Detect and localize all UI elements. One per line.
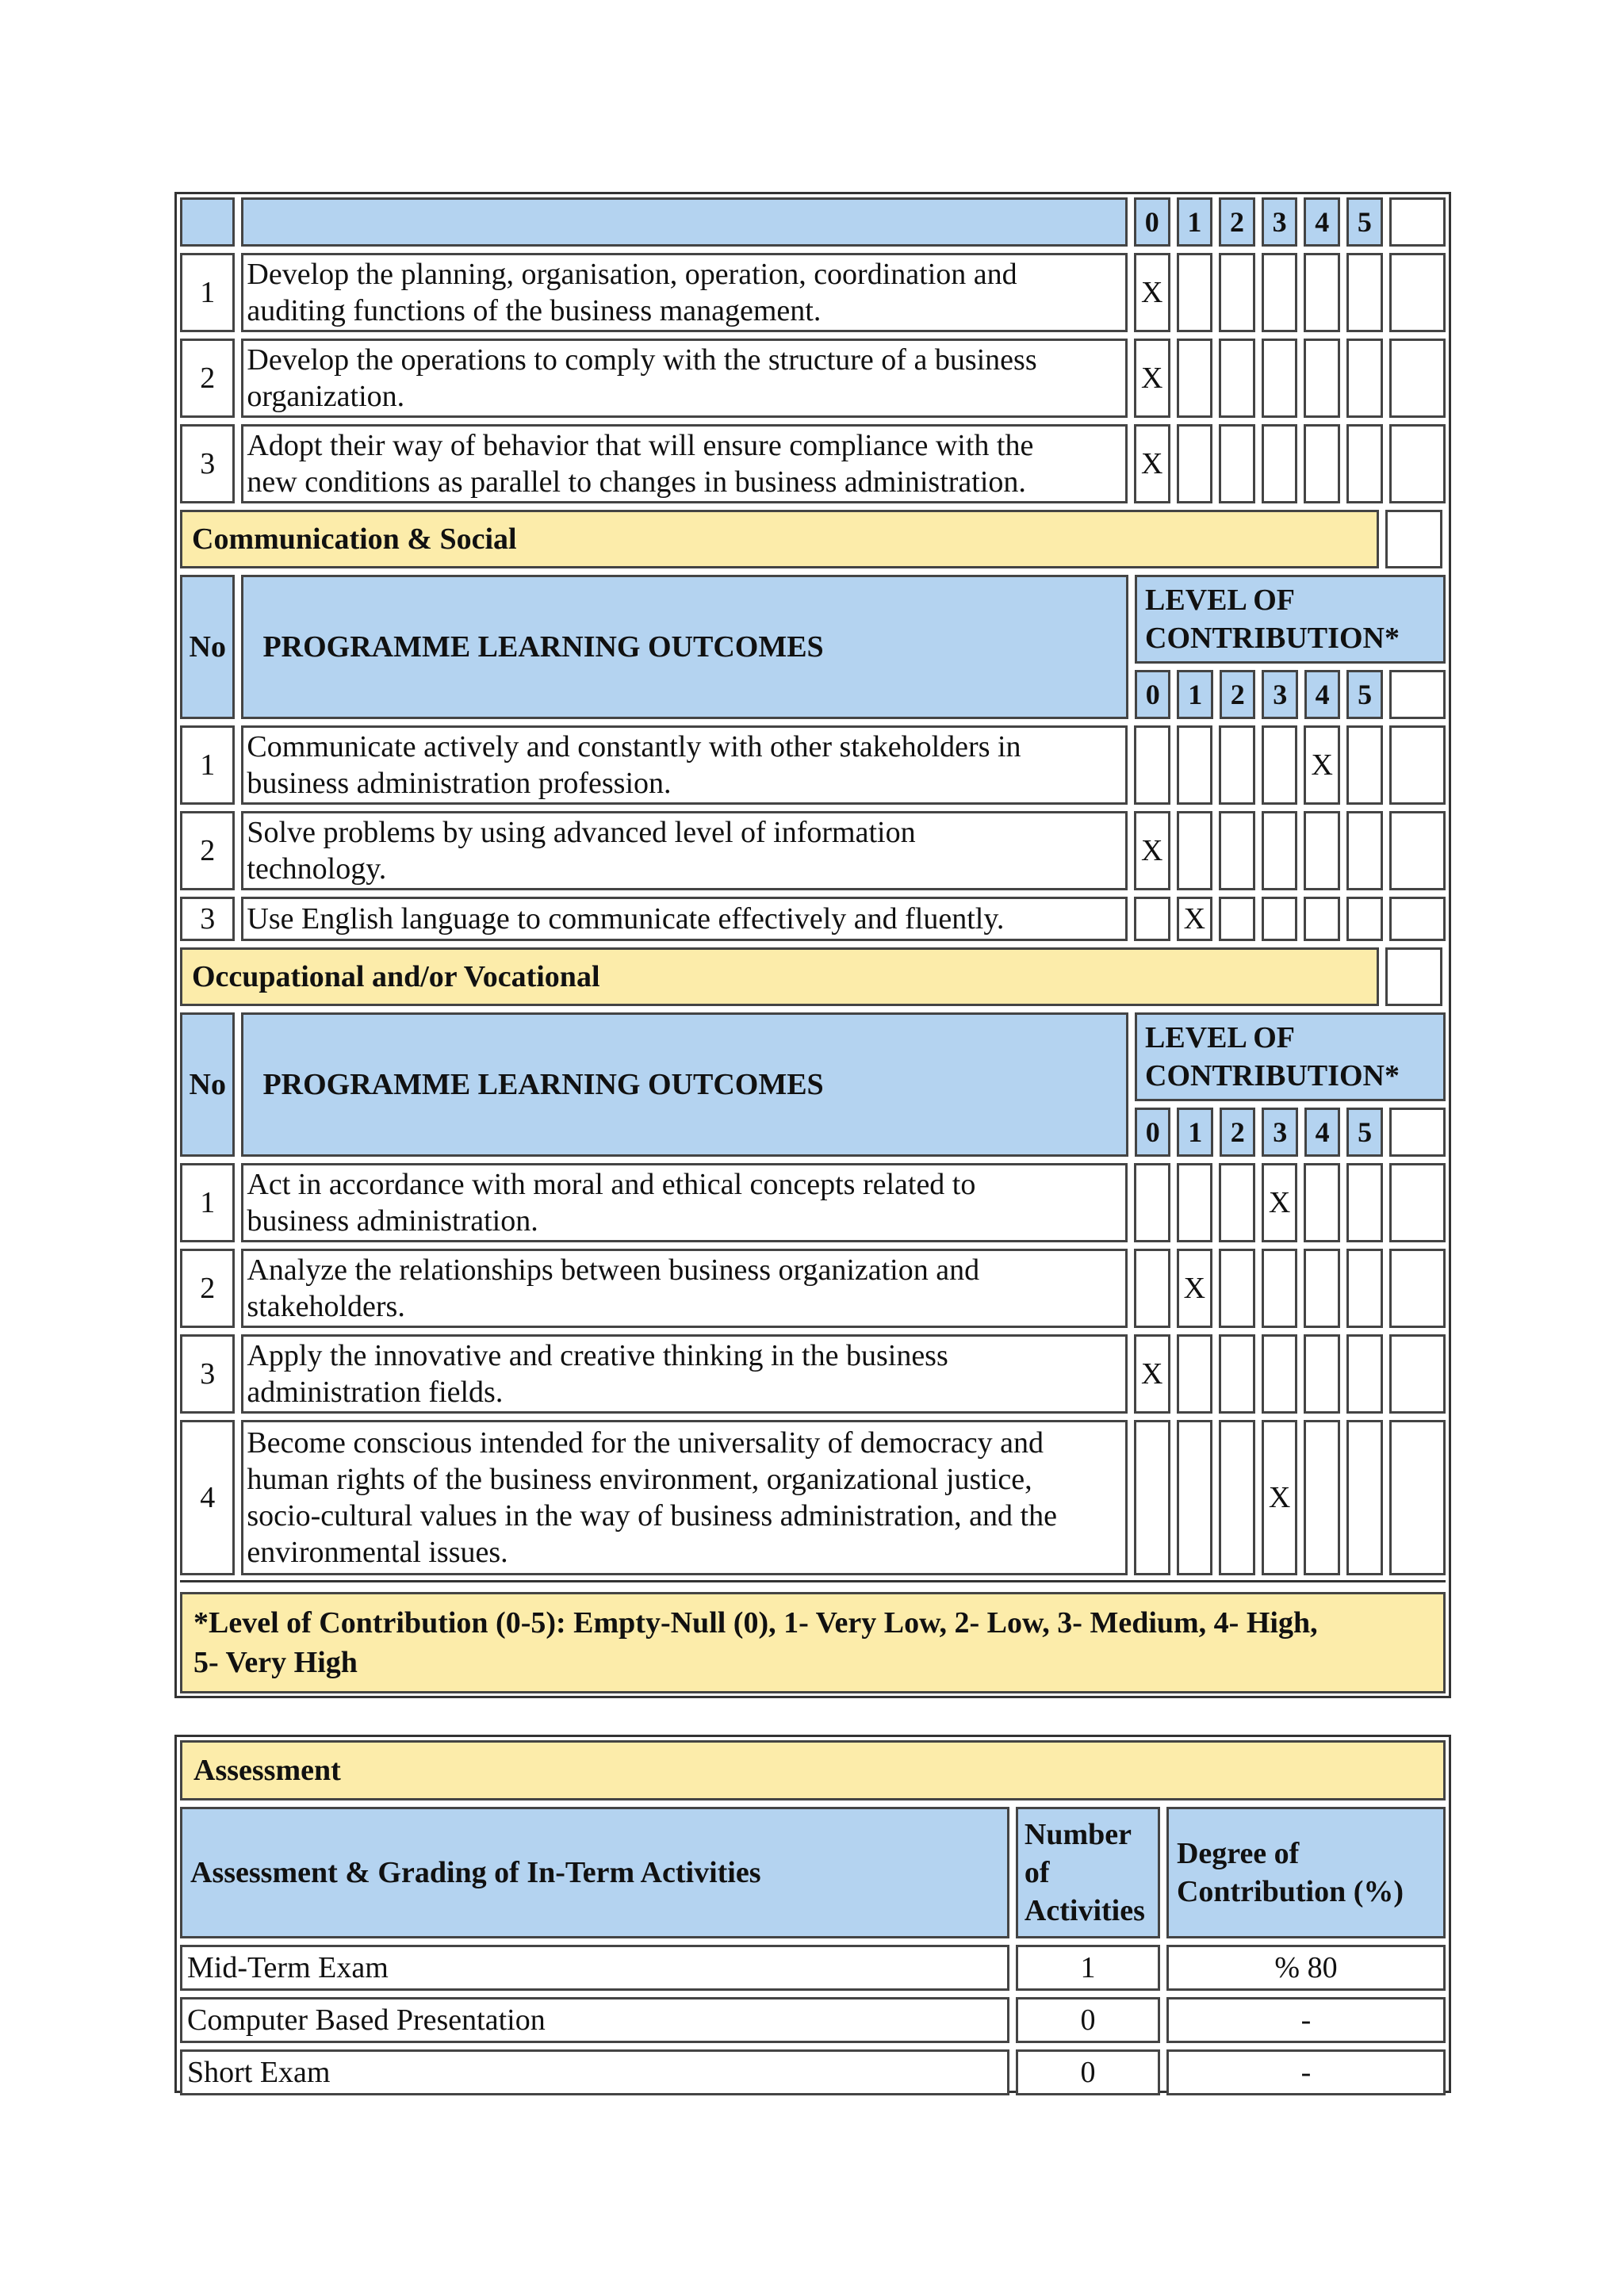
level-2-header: 2 xyxy=(1220,1108,1255,1157)
level-1-header: 1 xyxy=(1177,1108,1212,1157)
extra-cell xyxy=(1389,1420,1446,1575)
level-3-cell xyxy=(1262,1249,1298,1328)
outcome-line: environmental issues. xyxy=(247,1536,508,1569)
outcome-text xyxy=(241,1334,1127,1414)
level-2-cell xyxy=(1219,1249,1255,1328)
level-1-cell xyxy=(1177,725,1213,805)
outcome-line: human rights of the business environment, organizational justice, xyxy=(247,1463,1032,1496)
level-5-header: 5 xyxy=(1346,670,1382,719)
row-number: 2 xyxy=(180,811,235,890)
level-title-line: CONTRIBUTION* xyxy=(1145,1059,1400,1093)
level-4-cell: X xyxy=(1304,725,1340,805)
level-4-cell xyxy=(1304,1163,1340,1242)
section-title-occupational: Occupational and/or Vocational xyxy=(180,947,1379,1006)
level-0-header: 0 xyxy=(1134,197,1170,247)
column-header-outcomes: PROGRAMME LEARNING OUTCOMES xyxy=(241,1012,1128,1157)
outcome-line: business administration profession. xyxy=(247,767,672,800)
section-title-communication: Communication & Social xyxy=(180,510,1379,568)
level-title-text xyxy=(1145,581,1400,657)
level-of-contribution-header xyxy=(1135,575,1446,664)
outcome-line: Act in accordance with moral and ethical concepts related to xyxy=(247,1168,976,1201)
assessment-table xyxy=(174,1735,1451,2093)
top-header-row xyxy=(180,197,1446,247)
outcome-line: stakeholders. xyxy=(247,1290,405,1323)
level-2-cell xyxy=(1219,811,1255,890)
outcome-text xyxy=(241,424,1127,503)
outcome-line: Develop the operations to comply with the structure of a business xyxy=(247,343,1037,377)
level-header-group xyxy=(1135,575,1446,719)
outcome-text xyxy=(241,811,1127,890)
level-title-line: LEVEL OF xyxy=(1145,584,1295,617)
table-row xyxy=(180,725,1446,805)
level-1-cell xyxy=(1177,424,1213,503)
level-1-cell: X xyxy=(1177,1249,1213,1328)
assessment-row xyxy=(180,2049,1446,2095)
degree-of-contribution-header xyxy=(1166,1807,1446,1938)
legend-text xyxy=(193,1603,1318,1682)
level-1-cell xyxy=(1177,1334,1213,1414)
level-4-cell xyxy=(1304,897,1340,941)
outcome-line: administration fields. xyxy=(247,1376,504,1409)
outcome-line: new conditions as parallel to changes in business administration. xyxy=(247,465,1026,499)
level-0-cell: X xyxy=(1134,253,1170,332)
activity-count: 0 xyxy=(1016,2049,1160,2095)
extra-cell xyxy=(1389,1334,1446,1414)
activity-label: Computer Based Presentation xyxy=(180,1997,1009,2043)
extra-cell xyxy=(1389,424,1446,503)
header-no-cell xyxy=(180,197,235,247)
header-line: of xyxy=(1024,1856,1050,1889)
table-row xyxy=(180,1334,1446,1414)
legend-line: *Level of Contribution (0-5): Empty-Null (0), 1- Very Low, 2- Low, 3- Medium, 4- High, xyxy=(193,1606,1318,1640)
outcome-text xyxy=(241,339,1127,418)
table-row xyxy=(180,253,1446,332)
section-header-row xyxy=(180,947,1446,1006)
assessment-row xyxy=(180,1997,1446,2043)
level-3-cell xyxy=(1262,811,1298,890)
level-3-cell xyxy=(1262,253,1298,332)
outcome-line: Use English language to communicate effectively and fluently. xyxy=(247,902,1005,936)
level-4-cell xyxy=(1304,253,1340,332)
extra-cell xyxy=(1385,510,1442,568)
row-number: 3 xyxy=(180,424,235,503)
level-2-cell xyxy=(1219,1420,1255,1575)
level-4-cell xyxy=(1304,1334,1340,1414)
activity-count: 1 xyxy=(1016,1945,1160,1991)
outcome-line: Adopt their way of behavior that will ensure compliance with the xyxy=(247,429,1034,462)
level-5-cell xyxy=(1346,1334,1383,1414)
section-header-row xyxy=(180,510,1446,568)
level-3-cell xyxy=(1262,1334,1298,1414)
activity-label: Short Exam xyxy=(180,2049,1009,2095)
table-row xyxy=(180,897,1446,941)
extra-cell xyxy=(1389,725,1446,805)
level-2-cell xyxy=(1219,339,1255,418)
level-1-cell xyxy=(1177,253,1213,332)
learning-outcomes-table xyxy=(174,192,1451,1698)
level-2-cell xyxy=(1219,253,1255,332)
outcome-line: auditing functions of the business management. xyxy=(247,294,822,327)
column-header-row xyxy=(180,1012,1446,1157)
level-5-cell xyxy=(1346,811,1383,890)
outcome-line: Analyze the relationships between business organization and xyxy=(247,1253,980,1287)
level-5-cell xyxy=(1346,424,1383,503)
level-4-cell xyxy=(1304,811,1340,890)
column-header-no: No xyxy=(180,1012,235,1157)
assessment-title: Assessment xyxy=(180,1740,1446,1800)
level-number-row xyxy=(1135,670,1446,719)
level-2-cell xyxy=(1219,424,1255,503)
header-outcome-cell xyxy=(241,197,1127,247)
divider xyxy=(180,1580,1446,1586)
level-4-header: 4 xyxy=(1304,197,1340,247)
row-number: 2 xyxy=(180,339,235,418)
outcome-line: Solve problems by using advanced level of information xyxy=(247,816,916,849)
row-number: 2 xyxy=(180,1249,235,1328)
outcome-line: Communicate actively and constantly with other stakeholders in xyxy=(247,730,1021,763)
extra-cell xyxy=(1389,1108,1446,1157)
outcome-text xyxy=(241,253,1127,332)
row-number: 1 xyxy=(180,725,235,805)
level-3-cell xyxy=(1262,897,1298,941)
activity-contribution: - xyxy=(1166,1997,1446,2043)
extra-cell xyxy=(1389,1249,1446,1328)
column-header-row xyxy=(180,575,1446,719)
level-5-cell xyxy=(1346,1420,1383,1575)
level-3-cell xyxy=(1262,725,1298,805)
number-of-activities-header xyxy=(1016,1807,1160,1938)
header-line: Activities xyxy=(1024,1894,1145,1927)
level-title-line: LEVEL OF xyxy=(1145,1021,1295,1054)
level-5-header: 5 xyxy=(1346,1108,1382,1157)
level-5-cell xyxy=(1346,725,1383,805)
level-0-cell xyxy=(1134,725,1170,805)
activity-contribution: - xyxy=(1166,2049,1446,2095)
level-1-cell: X xyxy=(1177,897,1213,941)
table-row xyxy=(180,424,1446,503)
level-4-cell xyxy=(1304,339,1340,418)
outcome-line: organization. xyxy=(247,380,405,413)
level-0-cell: X xyxy=(1134,811,1170,890)
level-5-cell xyxy=(1346,1249,1383,1328)
level-0-header: 0 xyxy=(1135,1108,1170,1157)
table-row xyxy=(180,1249,1446,1328)
level-3-header: 3 xyxy=(1262,670,1297,719)
extra-cell xyxy=(1389,1163,1446,1242)
outcome-line: Apply the innovative and creative thinking in the business xyxy=(247,1339,948,1372)
row-number: 3 xyxy=(180,897,235,941)
level-2-cell xyxy=(1219,1334,1255,1414)
header-line: Contribution (%) xyxy=(1176,1875,1404,1908)
level-1-cell xyxy=(1177,339,1213,418)
level-2-cell xyxy=(1219,1163,1255,1242)
level-0-cell: X xyxy=(1134,1334,1170,1414)
outcome-line: socio-cultural values in the way of business administration, and the xyxy=(247,1499,1057,1533)
number-header-text xyxy=(1025,1816,1145,1930)
outcome-text xyxy=(241,1163,1127,1242)
assessment-activity-header: Assessment & Grading of In-Term Activities xyxy=(180,1807,1009,1938)
level-5-cell xyxy=(1346,1163,1383,1242)
outcome-line: Develop the planning, organisation, operation, coordination and xyxy=(247,258,1017,291)
outcome-line: Become conscious intended for the universality of democracy and xyxy=(247,1426,1044,1460)
legend-line: 5- Very High xyxy=(193,1646,358,1679)
level-title-line: CONTRIBUTION* xyxy=(1145,622,1400,655)
extra-cell xyxy=(1389,897,1446,941)
level-header-group xyxy=(1135,1012,1446,1157)
level-4-cell xyxy=(1304,424,1340,503)
level-3-header: 3 xyxy=(1262,197,1298,247)
level-4-header: 4 xyxy=(1304,1108,1340,1157)
level-1-cell xyxy=(1177,811,1213,890)
level-5-cell xyxy=(1346,339,1383,418)
column-header-no: No xyxy=(180,575,235,719)
assessment-header-row xyxy=(180,1807,1446,1938)
level-1-header: 1 xyxy=(1177,670,1212,719)
level-2-header: 2 xyxy=(1220,670,1255,719)
level-3-cell xyxy=(1262,339,1298,418)
level-5-cell xyxy=(1346,897,1383,941)
contribution-legend xyxy=(180,1592,1446,1693)
row-number: 4 xyxy=(180,1420,235,1575)
outcome-line: technology. xyxy=(247,852,387,886)
level-of-contribution-header xyxy=(1135,1012,1446,1101)
column-header-outcomes: PROGRAMME LEARNING OUTCOMES xyxy=(241,575,1128,719)
level-3-cell xyxy=(1262,424,1298,503)
level-0-cell xyxy=(1134,1249,1170,1328)
table-row xyxy=(180,1163,1446,1242)
level-0-cell xyxy=(1134,1163,1170,1242)
level-4-header: 4 xyxy=(1304,670,1340,719)
outcome-text xyxy=(241,897,1127,941)
header-line: Number xyxy=(1024,1818,1132,1851)
outcome-text xyxy=(241,1249,1127,1328)
level-0-cell xyxy=(1134,1420,1170,1575)
table-row xyxy=(180,811,1446,890)
level-title-text xyxy=(1145,1019,1400,1095)
level-number-row xyxy=(1135,1108,1446,1157)
level-0-cell: X xyxy=(1134,339,1170,418)
level-0-cell: X xyxy=(1134,424,1170,503)
level-1-header: 1 xyxy=(1177,197,1213,247)
header-line: Degree of xyxy=(1176,1837,1300,1870)
level-5-header: 5 xyxy=(1346,197,1383,247)
degree-header-text xyxy=(1177,1835,1404,1911)
outcome-text xyxy=(241,1420,1127,1575)
level-3-cell: X xyxy=(1262,1420,1298,1575)
extra-cell xyxy=(1389,811,1446,890)
level-1-cell xyxy=(1177,1163,1213,1242)
level-4-cell xyxy=(1304,1420,1340,1575)
level-0-cell xyxy=(1134,897,1170,941)
row-number: 1 xyxy=(180,1163,235,1242)
row-number: 1 xyxy=(180,253,235,332)
activity-label: Mid-Term Exam xyxy=(180,1945,1009,1991)
level-3-cell: X xyxy=(1262,1163,1298,1242)
extra-cell xyxy=(1389,670,1446,719)
activity-contribution: % 80 xyxy=(1166,1945,1446,1991)
extra-cell xyxy=(1389,197,1446,247)
activity-count: 0 xyxy=(1016,1997,1160,2043)
level-2-cell xyxy=(1219,897,1255,941)
table-row xyxy=(180,1420,1446,1575)
row-number: 3 xyxy=(180,1334,235,1414)
level-1-cell xyxy=(1177,1420,1213,1575)
table-row xyxy=(180,339,1446,418)
level-5-cell xyxy=(1346,253,1383,332)
assessment-row xyxy=(180,1945,1446,1991)
level-2-cell xyxy=(1219,725,1255,805)
level-3-header: 3 xyxy=(1262,1108,1297,1157)
outcome-text xyxy=(241,725,1127,805)
level-0-header: 0 xyxy=(1135,670,1170,719)
extra-cell xyxy=(1385,947,1442,1006)
outcome-line: business administration. xyxy=(247,1204,538,1238)
level-2-header: 2 xyxy=(1219,197,1255,247)
level-4-cell xyxy=(1304,1249,1340,1328)
extra-cell xyxy=(1389,253,1446,332)
extra-cell xyxy=(1389,339,1446,418)
